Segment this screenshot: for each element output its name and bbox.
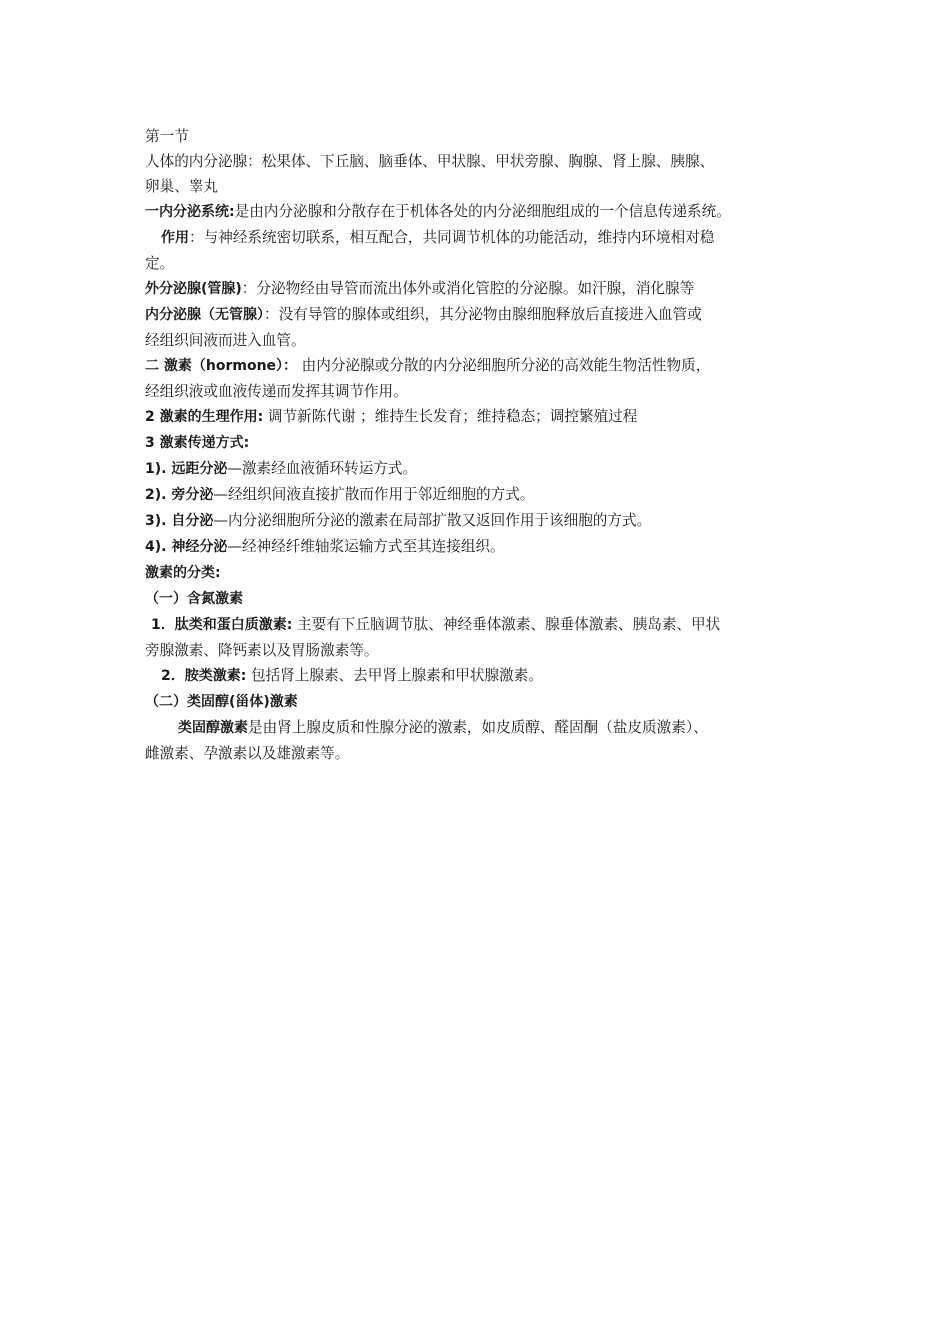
mode-autocrine: 3). 自分泌—内分泌细胞所分泌的激素在局部扩散又返回作用于该细胞的方式。: [145, 512, 652, 529]
function-label: 作用: [161, 230, 189, 246]
hormone-line-1: 二 激素（hormone）： 由内分泌腺或分散的内分泌细胞所分泌的高效能生物活性物质，: [145, 357, 711, 374]
physio-label: 2 激素的生理作用:: [145, 409, 264, 425]
endocrine-gland-label: 内分泌腺（无管腺）: [145, 307, 264, 323]
mode-paracrine: 2). 旁分泌—经组织间液直接扩散而作用于邻近细胞的方式。: [145, 486, 535, 503]
document-page: [145, 124, 815, 766]
mode-neurocrine: 4). 神经分泌—经神经纤维轴浆运输方式至其连接组织。: [145, 538, 505, 555]
section-heading: 第一节: [145, 128, 189, 145]
hormone-line-2: 经组织液或血液传递而发挥其调节作用。: [145, 383, 408, 400]
classification-heading: 激素的分类:: [145, 565, 221, 581]
steroid-line-2: 雌激素、孕激素以及雄激素等。: [145, 745, 350, 762]
endocrine-system-definition: 一内分泌系统:是由内分泌腺和分散存在于机体各处的内分泌细胞组成的一个信息传递系统。: [145, 203, 731, 220]
steroid-def-label: 类固醇激素: [178, 720, 248, 736]
amine-label: 2．胺类激素:: [161, 668, 247, 684]
glands-line-1: 人体的内分泌腺：松果体、下丘脑、脑垂体、甲状腺、甲状旁腺、胸腺、肾上腺、胰腺、: [145, 153, 715, 170]
endocrine-gland-line-2: 经组织间液而进入血管。: [145, 332, 306, 349]
peptide-line-1: 1．肽类和蛋白质激素: 主要有下丘脑调节肽、神经垂体激素、腺垂体激素、胰岛素、甲状: [151, 616, 721, 633]
function-line-1: 作用：与神经系统密切联系，相互配合，共同调节机体的功能活动，维持内环境相对稳: [161, 229, 715, 246]
exocrine-definition: 外分泌腺(管腺)：分泌物经由导管而流出体外或消化管腔的分泌腺。如汗腺，消化腺等: [145, 280, 695, 297]
nitrogen-heading: （一）含氮激素: [145, 591, 243, 607]
endocrine-system-label: 一内分泌系统:: [145, 204, 235, 220]
mode-telecrine: 1). 远距分泌—激素经血液循环转运方式。: [145, 460, 418, 477]
hormone-label: 二 激素（hormone）：: [145, 358, 298, 374]
steroid-heading: （二）类固醇(甾体)激素: [145, 694, 298, 710]
endocrine-gland-line-1: 内分泌腺（无管腺）：没有导管的腺体或组织，其分泌物由腺细胞释放后直接进入血管或: [145, 306, 702, 323]
peptide-label: 1．肽类和蛋白质激素:: [151, 617, 293, 633]
exocrine-label: 外分泌腺(管腺): [145, 281, 242, 297]
transmission-heading: 3 激素传递方式:: [145, 435, 250, 451]
function-line-2: 定。: [145, 255, 175, 272]
amine-line: 2．胺类激素: 包括肾上腺素、去甲肾上腺素和甲状腺激素。: [161, 667, 543, 684]
peptide-line-2: 旁腺激素、降钙素以及胃肠激素等。: [145, 642, 379, 659]
steroid-line-1: 类固醇激素是由肾上腺皮质和性腺分泌的激素，如皮质醇、醛固酮（盐皮质激素）、: [178, 719, 708, 736]
physiological-role: 2 激素的生理作用: 调节新陈代谢 ；维持生长发育；维持稳态；调控繁殖过程: [145, 408, 638, 425]
glands-line-2: 卵巢、睾丸: [145, 178, 218, 195]
